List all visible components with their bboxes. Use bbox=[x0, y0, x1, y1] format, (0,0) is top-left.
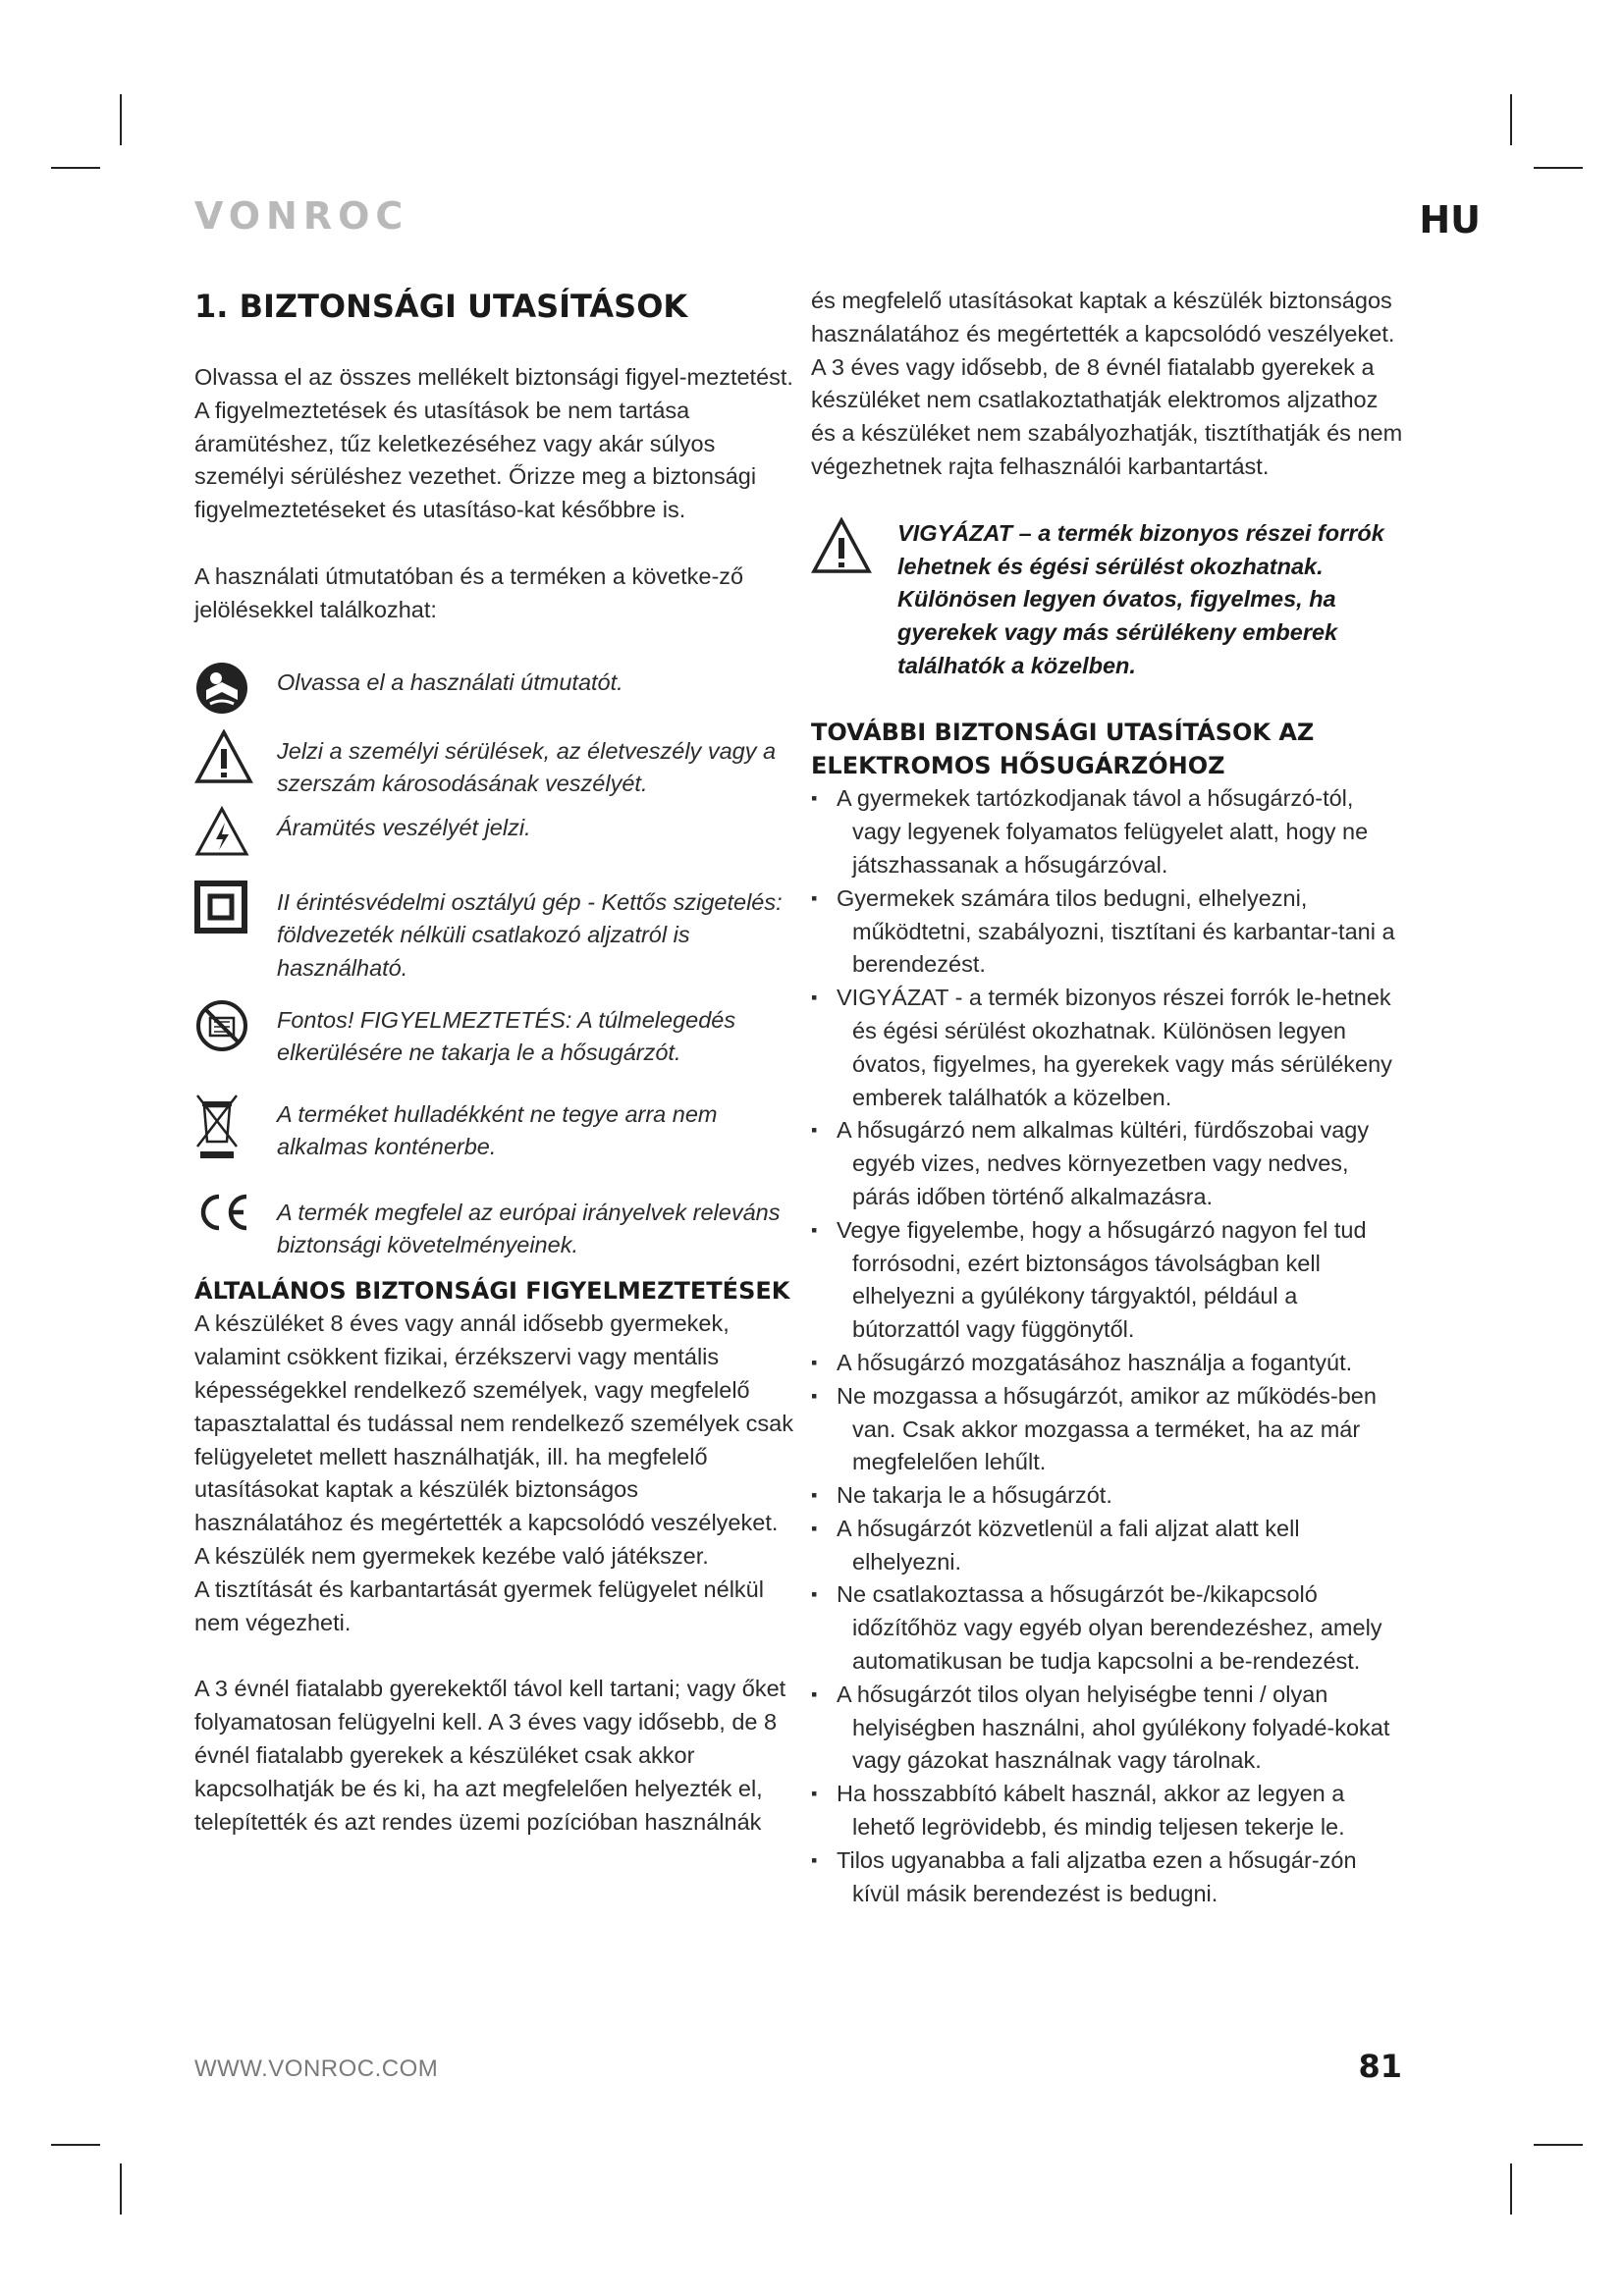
caution-text: VIGYÁZAT – a termék bizonyos részei forrók lehetnek és égési sérülést okozhatnak. Különösen legyen óvatos, figyelmes, ha gyerekek vagy más sérülékeny emberek találhatók a közelben. bbox=[897, 519, 1384, 678]
caution-block bbox=[811, 517, 1406, 683]
list-item: ▪ A hősugárzót közvetlenül a fali aljzat alatt kell elhelyezni. bbox=[811, 1513, 1406, 1579]
list-item: ▪ Ne csatlakoztassa a hősugárzót be-/kikapcsoló időzítőhöz vagy egyéb olyan berendezéshez, amely automatikusan be tudja kapcsolni a be-rendezést. bbox=[811, 1578, 1406, 1678]
symbol-row bbox=[194, 729, 793, 806]
general-paragraph: A tisztítását és karbantartását gyermek felügyelet nélkül nem végezheti. bbox=[194, 1575, 764, 1635]
symbol-row bbox=[194, 661, 793, 729]
double-insulation-icon bbox=[194, 881, 247, 943]
additional-list bbox=[811, 782, 1406, 1910]
warning-triangle-icon bbox=[811, 554, 872, 579]
symbol-text: A termék megfelel az európai irányelvek releváns biztonsági követelményeinek. bbox=[277, 1199, 781, 1258]
symbol-text: A terméket hulladékként ne tegye arra nem alkalmas konténerbe. bbox=[277, 1100, 718, 1160]
symbol-text: Olvassa el a használati útmutatót. bbox=[277, 668, 623, 695]
crop-mark bbox=[1510, 94, 1512, 145]
list-item: ▪ A hősugárzó mozgatásához használja a fogantyút. bbox=[811, 1347, 1406, 1380]
crop-mark bbox=[120, 2163, 122, 2215]
ce-mark-icon bbox=[194, 1191, 251, 1244]
crop-mark bbox=[120, 94, 122, 145]
symbol-row bbox=[194, 806, 793, 881]
list-item: ▪ A hősugárzó nem alkalmas kültéri, fürdőszobai vagy egyéb vizes, nedves környezetben vagy nedves, párás időben történő alkalmazásra. bbox=[811, 1114, 1406, 1213]
page-title: 1. BIZTONSÁGI UTASÍTÁSOK bbox=[194, 288, 688, 325]
list-item: ▪ A gyermekek tartózkodjanak távol a hősugárzó-tól, vagy legyenek folyamatos felügyelet alatt, hogy ne játszhassanak a hősugárzóval. bbox=[811, 782, 1406, 881]
general-paragraph: A készüléket 8 éves vagy annál idősebb gyermekek, valamint csökkent fizikai, érzékszervi vagy mentális képességekkel rendelkező személyek, vagy megfelelő tapasztalattal és tudással nem rendelkező személyek csak felügyeletet mellett használhatják, ill. ha megfelelő utasításokat kaptak a készülék biztonságos használatához és megértették a kapcsolódó veszélyeket. A készülék nem gyermekek kezébe való játékszer. bbox=[194, 1310, 794, 1569]
list-item: ▪ Tilos ugyanabba a fali aljzatba ezen a hősugár-zón kívül másik berendezést is bedugni. bbox=[811, 1844, 1406, 1911]
symbol-list bbox=[194, 661, 793, 1275]
crop-mark bbox=[51, 2144, 100, 2146]
intro-paragraph: Olvassa el az összes mellékelt biztonsági figyel-meztetést. A figyelmeztetések és utasítások be nem tartása áramütéshez, tűz keletkezéséhez vagy akár súlyos személyi sérüléshez vezethet. Őrizze meg a biztonsági figyelmeztetéseket és utasításo-kat későbbre is. bbox=[194, 364, 793, 523]
symbol-text: Áramütés veszélyét jelzi. bbox=[277, 814, 531, 840]
crop-mark bbox=[1534, 2144, 1583, 2146]
symbols-intro: A használati útmutatóban és a terméken a követke-ző jelölésekkel találkozhat: bbox=[194, 562, 744, 622]
footer-url: WWW.VONROC.COM bbox=[194, 2056, 439, 2082]
general-paragraph-continued: és megfelelő utasításokat kaptak a készülék biztonságos használatához és megértették a kapcsolódó veszélyeket. A 3 éves vagy idősebb, de 8 évnél fiatalabb gyerekek a készüléket nem csatlakoztathatják elektromos aljzathoz és a készüléket nem szabályozhatják, tisztíthatják és nem végezhetnek rajta felhasználói karbantartást. bbox=[811, 288, 1403, 479]
crop-mark bbox=[51, 167, 100, 169]
brand-logo: VONROC bbox=[194, 194, 409, 238]
warning-triangle-icon bbox=[194, 729, 253, 794]
weee-bin-icon bbox=[194, 1093, 240, 1171]
symbol-row bbox=[194, 1093, 793, 1191]
list-item: ▪ Gyermekek számára tilos bedugni, elhelyezni, működtetni, szabályozni, tisztítani és karbantar-tani a berendezést. bbox=[811, 882, 1406, 982]
list-item: ▪ Ha hosszabbító kábelt használ, akkor az legyen a lehető legrövidebb, és mindig teljesen tekerje le. bbox=[811, 1778, 1406, 1844]
list-item: ▪ A hősugárzót tilos olyan helyiségbe tenni / olyan helyiségben használni, ahol gyúlékony folyadé-kokat vagy gázokat használnak vagy tárolnak. bbox=[811, 1679, 1406, 1778]
list-item: ▪ Ne takarja le a hősugárzót. bbox=[811, 1479, 1406, 1513]
language-code: HU bbox=[1419, 198, 1481, 241]
list-item: ▪ Ne mozgassa a hősugárzót, amikor az működés-ben van. Csak akkor mozgassa a terméket, ha az már megfelelően lehűlt. bbox=[811, 1380, 1406, 1479]
symbol-text: Fontos! FIGYELMEZTETÉS: A túlmelegedés elkerülésére ne takarja le a hősugárzót. bbox=[277, 1006, 736, 1066]
general-heading: ÁLTALÁNOS BIZTONSÁGI FIGYELMEZTETÉSEK bbox=[194, 1276, 790, 1305]
crop-mark bbox=[1534, 167, 1583, 169]
symbol-text: II érintésvédelmi osztályú gép - Kettős szigetelés: földvezeték nélküli csatlakozó aljzatról is használható. bbox=[277, 888, 783, 982]
read-manual-icon bbox=[194, 661, 249, 725]
list-item: ▪ Vegye figyelembe, hogy a hősugárzó nagyon fel tud forrósodni, ezért biztonságos távolságban kell elhelyezni a gyúlékony tárgyaktól, például a bútorzattól vagy függönytől. bbox=[811, 1214, 1406, 1347]
electric-shock-icon bbox=[194, 806, 249, 867]
symbol-row bbox=[194, 998, 793, 1093]
symbol-text: Jelzi a személyi sérülések, az életveszély vagy a szerszám károsodásának veszélyét. bbox=[277, 737, 777, 797]
general-paragraph: A 3 évnél fiatalabb gyerekektől távol kell tartani; vagy őket folyamatosan felügyelni kell. A 3 éves vagy idősebb, de 8 évnél fiatalabb gyerekek a készüléket csak akkor kapcsolhatják be és ki, ha azt megfelelően helyezték el, telepítették és azt rendes üzemi pozícióban használnák bbox=[194, 1676, 786, 1835]
left-column bbox=[194, 285, 793, 1839]
crop-mark bbox=[1510, 2163, 1512, 2215]
list-item: ▪ VIGYÁZAT - a termék bizonyos részei forrók le-hetnek és égési sérülést okozhatnak. Különösen legyen óvatos, figyelmes, ha gyerekek vagy más sérülékeny emberek találhatók a közelben. bbox=[811, 982, 1406, 1114]
symbol-row bbox=[194, 1191, 793, 1275]
page-number: 81 bbox=[1358, 2048, 1402, 2085]
right-column bbox=[811, 285, 1406, 1910]
additional-heading: TOVÁBBI BIZTONSÁGI UTASÍTÁSOK AZ ELEKTROMOS HŐSUGÁRZÓHOZ bbox=[811, 718, 1315, 779]
symbol-row bbox=[194, 881, 793, 998]
do-not-cover-icon bbox=[194, 998, 249, 1063]
